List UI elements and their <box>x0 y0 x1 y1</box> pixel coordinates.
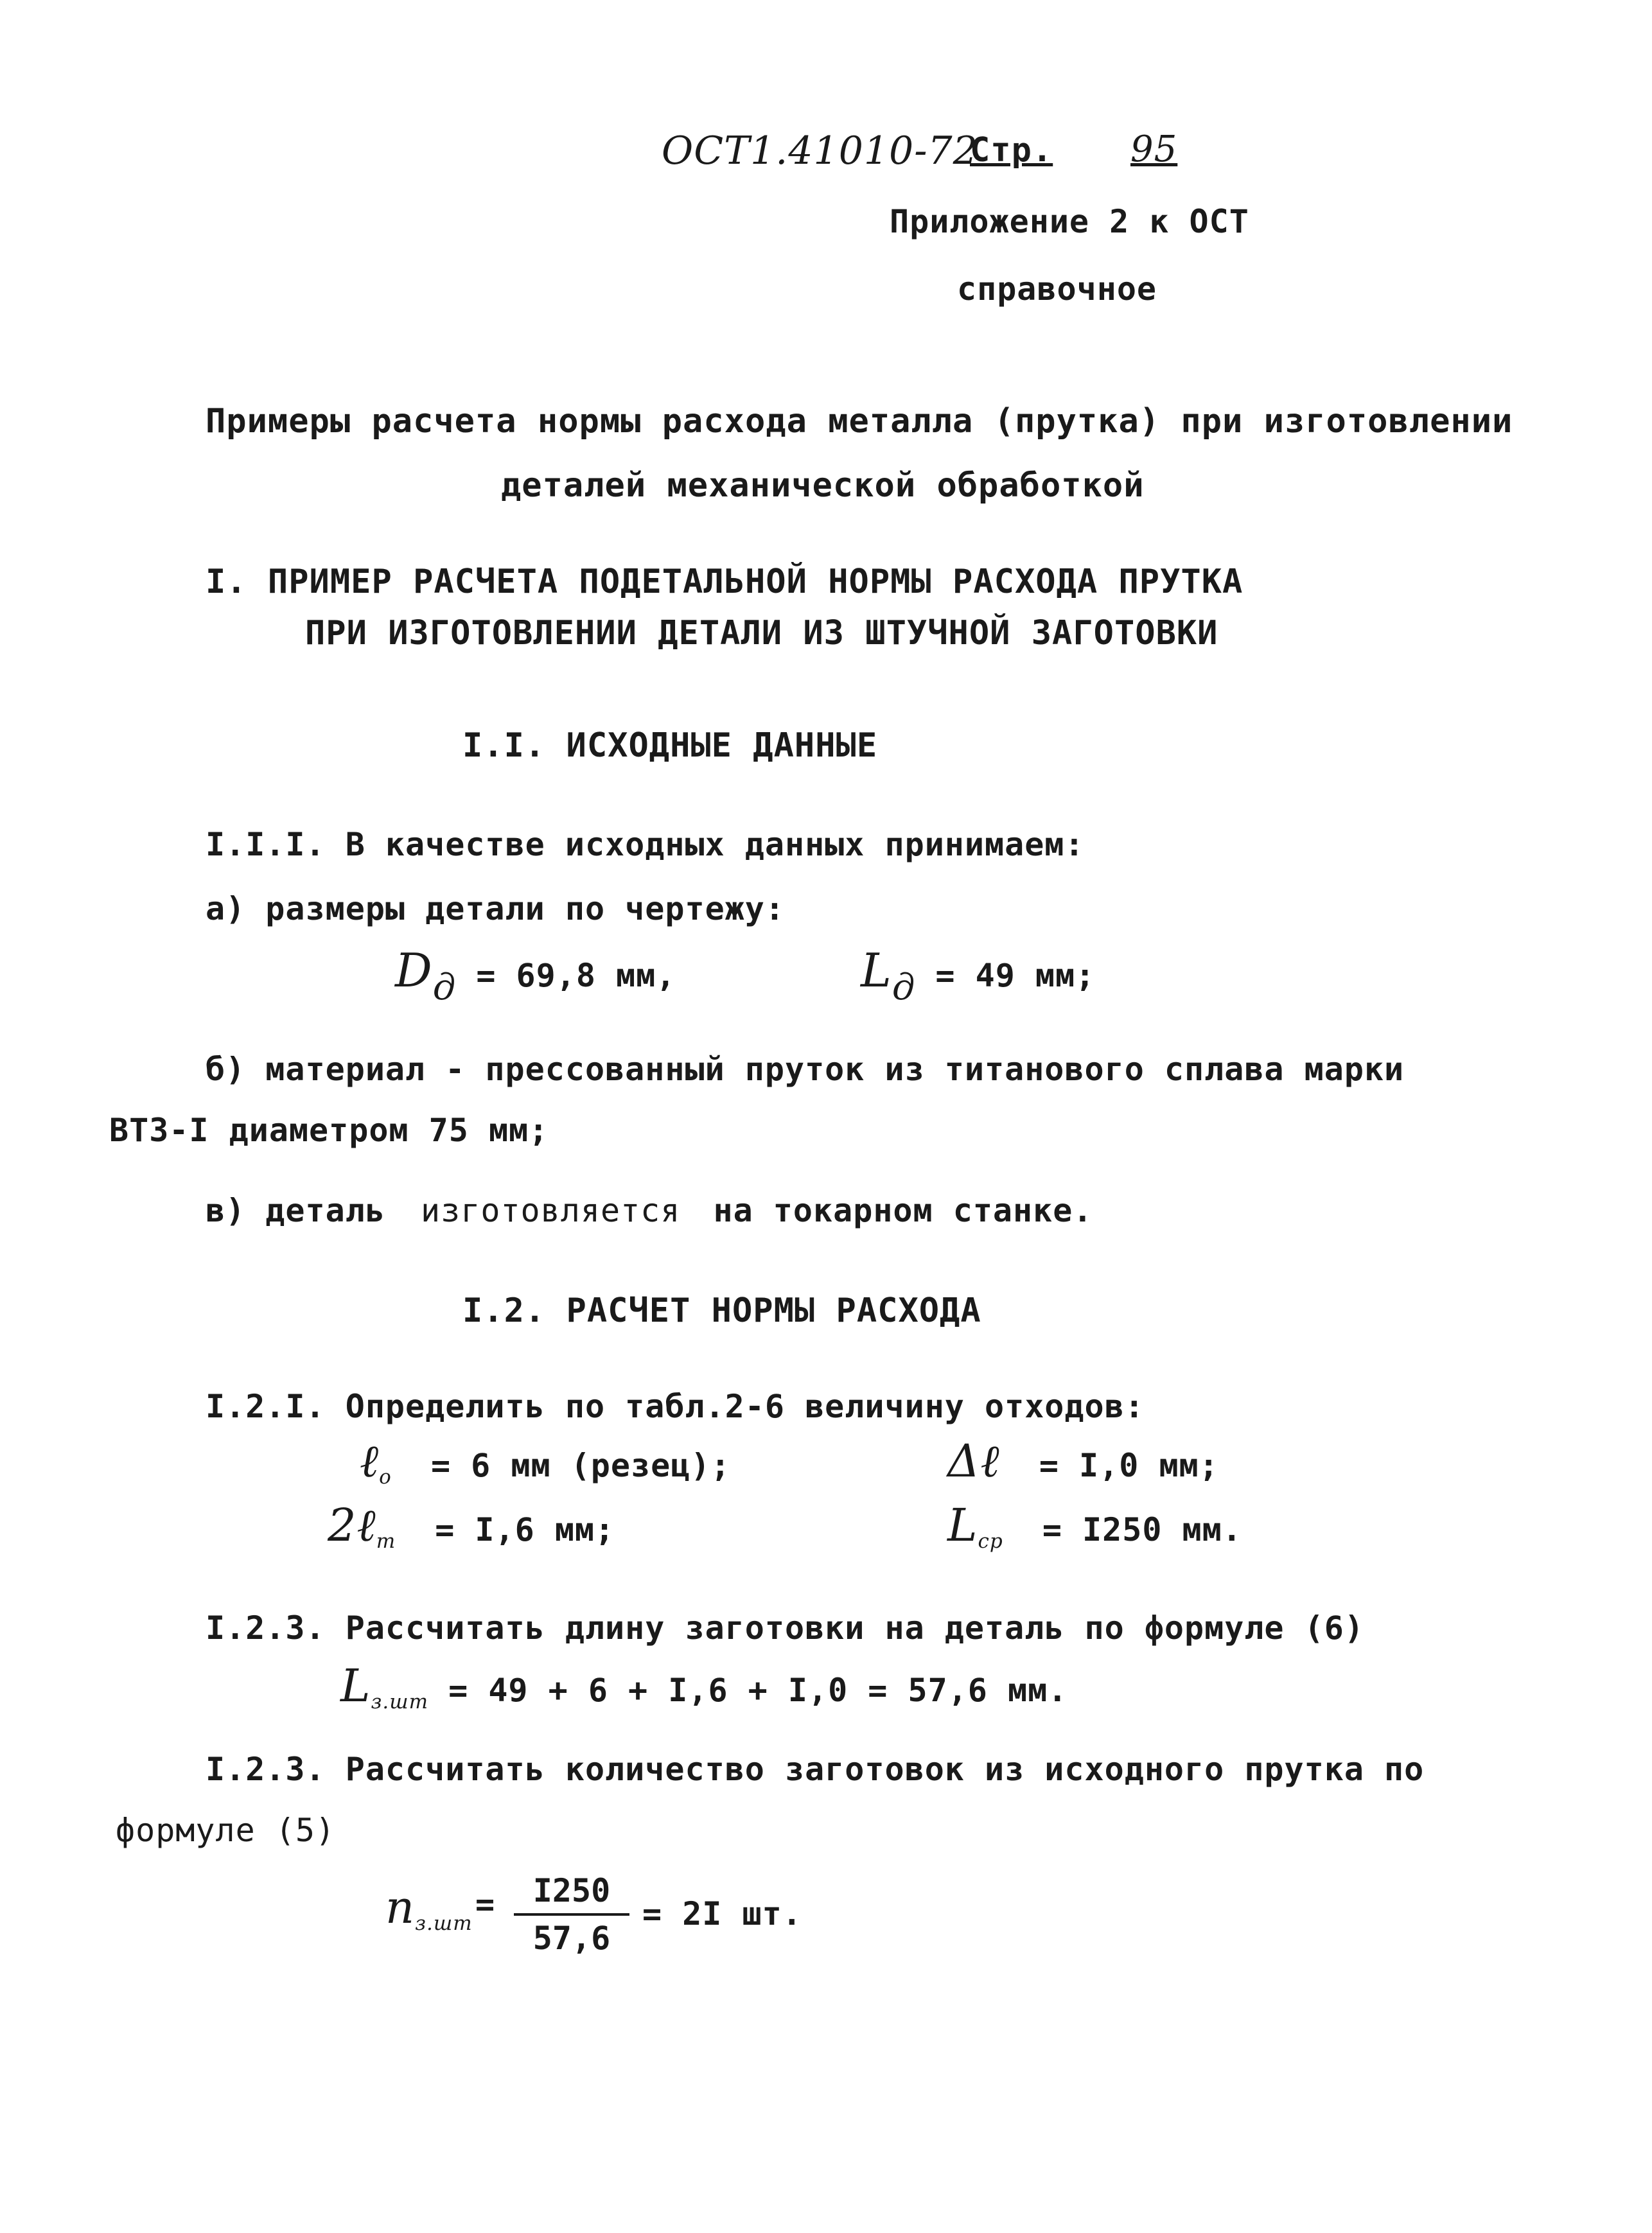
item-v <box>206 1192 1093 1229</box>
section1-heading-line1: I. ПРИМЕР РАСЧЕТА ПОДЕТАЛЬНОЙ НОРМЫ РАСХОДА ПРУТКА <box>206 563 1243 601</box>
lt-subscript: т <box>376 1529 396 1553</box>
fraction-denominator: 57,6 <box>532 1920 611 1957</box>
count-symbol: n <box>385 1881 416 1934</box>
lcp-symbol: L <box>947 1499 978 1552</box>
count-result: = 2I шт. <box>642 1895 802 1932</box>
formula-length <box>861 943 1096 1008</box>
formula-l0 <box>360 1435 731 1489</box>
paragraph-1-2-1: I.2.I. Определить по табл.2-6 величину отходов: <box>206 1388 1145 1425</box>
length-value: = 49 мм; <box>935 957 1096 994</box>
lcp-subscript: ср <box>978 1529 1003 1553</box>
paragraph-1-2-3-b-line2: формуле (5) <box>116 1812 336 1849</box>
diameter-subscript: д <box>432 966 457 1008</box>
lt-symbol: 2ℓ <box>328 1499 376 1552</box>
formula-blank-length <box>340 1659 1068 1713</box>
paragraph-1-2-3-b-line1: I.2.3. Рассчитать количество заготовок из исходного прутка по <box>206 1751 1425 1788</box>
paragraph-1-2-3-a: I.2.3. Рассчитать длину заготовки на деталь по формуле (6) <box>206 1609 1364 1647</box>
paragraph-1-1-1: I.I.I. В качестве исходных данных принимаем: <box>206 826 1085 863</box>
blank-length-value: = 49 + 6 + I,6 + I,0 = 57,6 мм. <box>448 1672 1068 1709</box>
section1-heading-line2: ПРИ ИЗГОТОВЛЕНИИ ДЕТАЛИ ИЗ ШТУЧНОЙ ЗАГОТОВКИ <box>305 614 1218 652</box>
formula-blank-count <box>385 1881 473 1935</box>
item-b-line2: ВТ3-I диаметром 75 мм; <box>109 1112 549 1149</box>
l0-value: = 6 мм (резец); <box>430 1447 731 1484</box>
appendix-type: справочное <box>957 270 1157 308</box>
page-number: 95 <box>1130 128 1178 170</box>
formula-diameter <box>395 943 676 1008</box>
document-code: ОСТ1.41010-72 <box>662 128 978 173</box>
count-equals: = <box>475 1886 496 1923</box>
lt-value: = I,6 мм; <box>435 1511 615 1548</box>
length-symbol: L <box>861 943 892 997</box>
count-subscript: з.шт <box>415 1911 473 1935</box>
delta-l-value: = I,0 мм; <box>1039 1447 1219 1484</box>
item-a: а) размеры детали по чертежу: <box>206 890 785 927</box>
l0-symbol: ℓ <box>360 1435 380 1487</box>
page-label: Стр. <box>970 131 1053 170</box>
formula-lt <box>328 1499 615 1553</box>
appendix-label: Приложение 2 к ОСТ <box>890 203 1249 240</box>
item-b-line1: б) материал - прессованный пруток из титанового сплава марки <box>206 1051 1405 1088</box>
delta-l-symbol: Δℓ <box>947 1435 1000 1487</box>
count-fraction <box>514 1872 629 1957</box>
blank-length-subscript: з.шт <box>371 1690 429 1713</box>
l0-subscript: о <box>379 1465 392 1489</box>
lcp-value: = I250 мм. <box>1042 1511 1242 1548</box>
item-v-part2: изготовляется <box>421 1192 681 1229</box>
page-title-line1: Примеры расчета нормы расхода металла (прутка) при изготовлении <box>206 402 1513 441</box>
item-v-part1: в) деталь <box>206 1192 385 1229</box>
length-subscript: д <box>892 966 916 1008</box>
formula-delta-l <box>947 1435 1219 1487</box>
blank-length-symbol: L <box>340 1659 371 1712</box>
fraction-numerator: I250 <box>532 1872 611 1909</box>
formula-lcp <box>947 1499 1242 1553</box>
page-title-line2: деталей механической обработкой <box>501 466 1145 505</box>
diameter-value: = 69,8 мм, <box>476 957 676 994</box>
subsection-1-1-heading: I.I. ИСХОДНЫЕ ДАННЫЕ <box>462 726 878 765</box>
item-v-part3: на токарном станке. <box>713 1192 1093 1229</box>
fraction-bar <box>514 1913 629 1916</box>
diameter-symbol: D <box>395 943 433 997</box>
subsection-1-2-heading: I.2. РАСЧЕТ НОРМЫ РАСХОДА <box>462 1292 981 1330</box>
